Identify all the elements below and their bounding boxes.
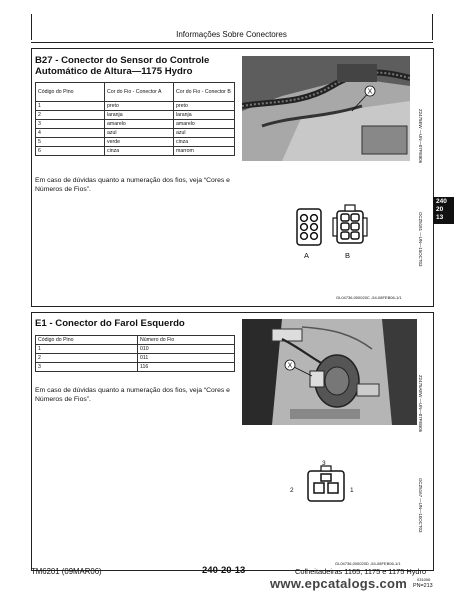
table-header: Número do Fio [138, 336, 235, 345]
table-row [36, 102, 235, 111]
b27-photo-marker: X [367, 88, 373, 96]
b27-sensor-photo [242, 56, 410, 161]
section-tab [433, 197, 454, 224]
table-cell: 010 [138, 345, 235, 354]
table-header-row [36, 83, 235, 102]
table-cell: azul [174, 129, 235, 138]
footer-page-code: PN=213 [413, 583, 433, 589]
b27-pin-table [35, 82, 235, 156]
table-row [36, 147, 235, 156]
table-cell: 5 [36, 138, 105, 147]
b27-photo-ref: Z2475EW —UN—07FEB06 [418, 109, 423, 164]
footer-page-number: 240-20-13 [202, 565, 246, 576]
pin-label-2: 2 [290, 487, 294, 494]
table-cell: 2 [36, 354, 138, 363]
e1-photo-marker: X [287, 362, 293, 370]
table-cell: amarelo [174, 120, 235, 129]
table-row [36, 345, 235, 354]
table-header-row [36, 336, 235, 345]
pin-label-3: 3 [322, 460, 326, 467]
table-cell: 4 [36, 129, 105, 138]
table-header: Cor do Fio - Conector B [174, 83, 235, 102]
section-b27 [31, 48, 434, 307]
e1-connector-diagram [297, 465, 357, 510]
table-cell: preto [105, 102, 174, 111]
section-tab-line: 13 [436, 213, 444, 221]
section-e1 [31, 312, 434, 571]
e1-note: Em caso de dúvidas quanto a numeração dos fios, veja “Cores e Números de Fios”. [35, 387, 230, 403]
table-cell: 2 [36, 111, 105, 120]
table-header: Código do Pino [36, 336, 138, 345]
table-row [36, 138, 235, 147]
b27-note: Em caso de dúvidas quanto a numeração dos fios, veja “Cores e Números de Fios”. [35, 177, 230, 193]
e1-photo-ref: Z2475AEW —UN—07FEB06 [418, 375, 423, 433]
table-cell: 3 [36, 120, 105, 129]
footer-doc-id: TM6201 (09MAR06) [31, 567, 102, 576]
table-cell: 3 [36, 363, 138, 372]
table-row [36, 111, 235, 120]
connector-b-label: B [345, 251, 351, 260]
section-tab-line: 240 [436, 198, 447, 205]
table-cell: cinza [105, 147, 174, 156]
table-cell: 1 [36, 345, 138, 354]
pin-label-1: 1 [350, 487, 354, 494]
b27-diagram-ref: OCZ5181 —UN—15OCT03 [418, 212, 423, 267]
table-cell: marrom [174, 147, 235, 156]
section-b27-title: B27 - Conector do Sensor do Controle Automático de Altura—1175 Hydro [35, 55, 210, 77]
table-cell: 6 [36, 147, 105, 156]
header-rule [31, 42, 433, 43]
e1-headlight-photo [242, 319, 417, 425]
e1-ref-code: GL04736,000020D -54-08FEB06-1/1 [335, 561, 401, 566]
table-cell: 1 [36, 102, 105, 111]
e1-diagram-ref: OCZ5167 —UN—10OCT03 [418, 478, 423, 533]
table-cell: laranja [174, 111, 235, 120]
table-cell: 116 [138, 363, 235, 372]
footer-date: 031006 [417, 577, 431, 582]
table-cell: amarelo [105, 120, 174, 129]
footer-title: Colheitadeiras 1165, 1175 e 1175 Hydro [295, 567, 427, 576]
table-cell: azul [105, 129, 174, 138]
table-header: Código do Pino [36, 83, 105, 102]
table-cell: cinza [174, 138, 235, 147]
table-cell: verde [105, 138, 174, 147]
table-row [36, 354, 235, 363]
table-cell: 011 [138, 354, 235, 363]
e1-pin-table [35, 335, 235, 372]
watermark: www.epcatalogs.com [270, 576, 408, 591]
section-e1-title: E1 - Conector do Farol Esquerdo [35, 318, 185, 329]
page-header-title: Informações Sobre Conectores [176, 30, 287, 39]
table-row [36, 129, 235, 138]
table-row [36, 120, 235, 129]
table-cell: preto [174, 102, 235, 111]
connector-a-label: A [304, 251, 310, 260]
table-row [36, 363, 235, 372]
b27-ref-code: GL04736,000020C -54-08FEB06-1/1 [336, 295, 402, 300]
section-tab-line: 20 [436, 205, 444, 213]
table-cell: laranja [105, 111, 174, 120]
table-header: Cor do Fio - Conector A [105, 83, 174, 102]
